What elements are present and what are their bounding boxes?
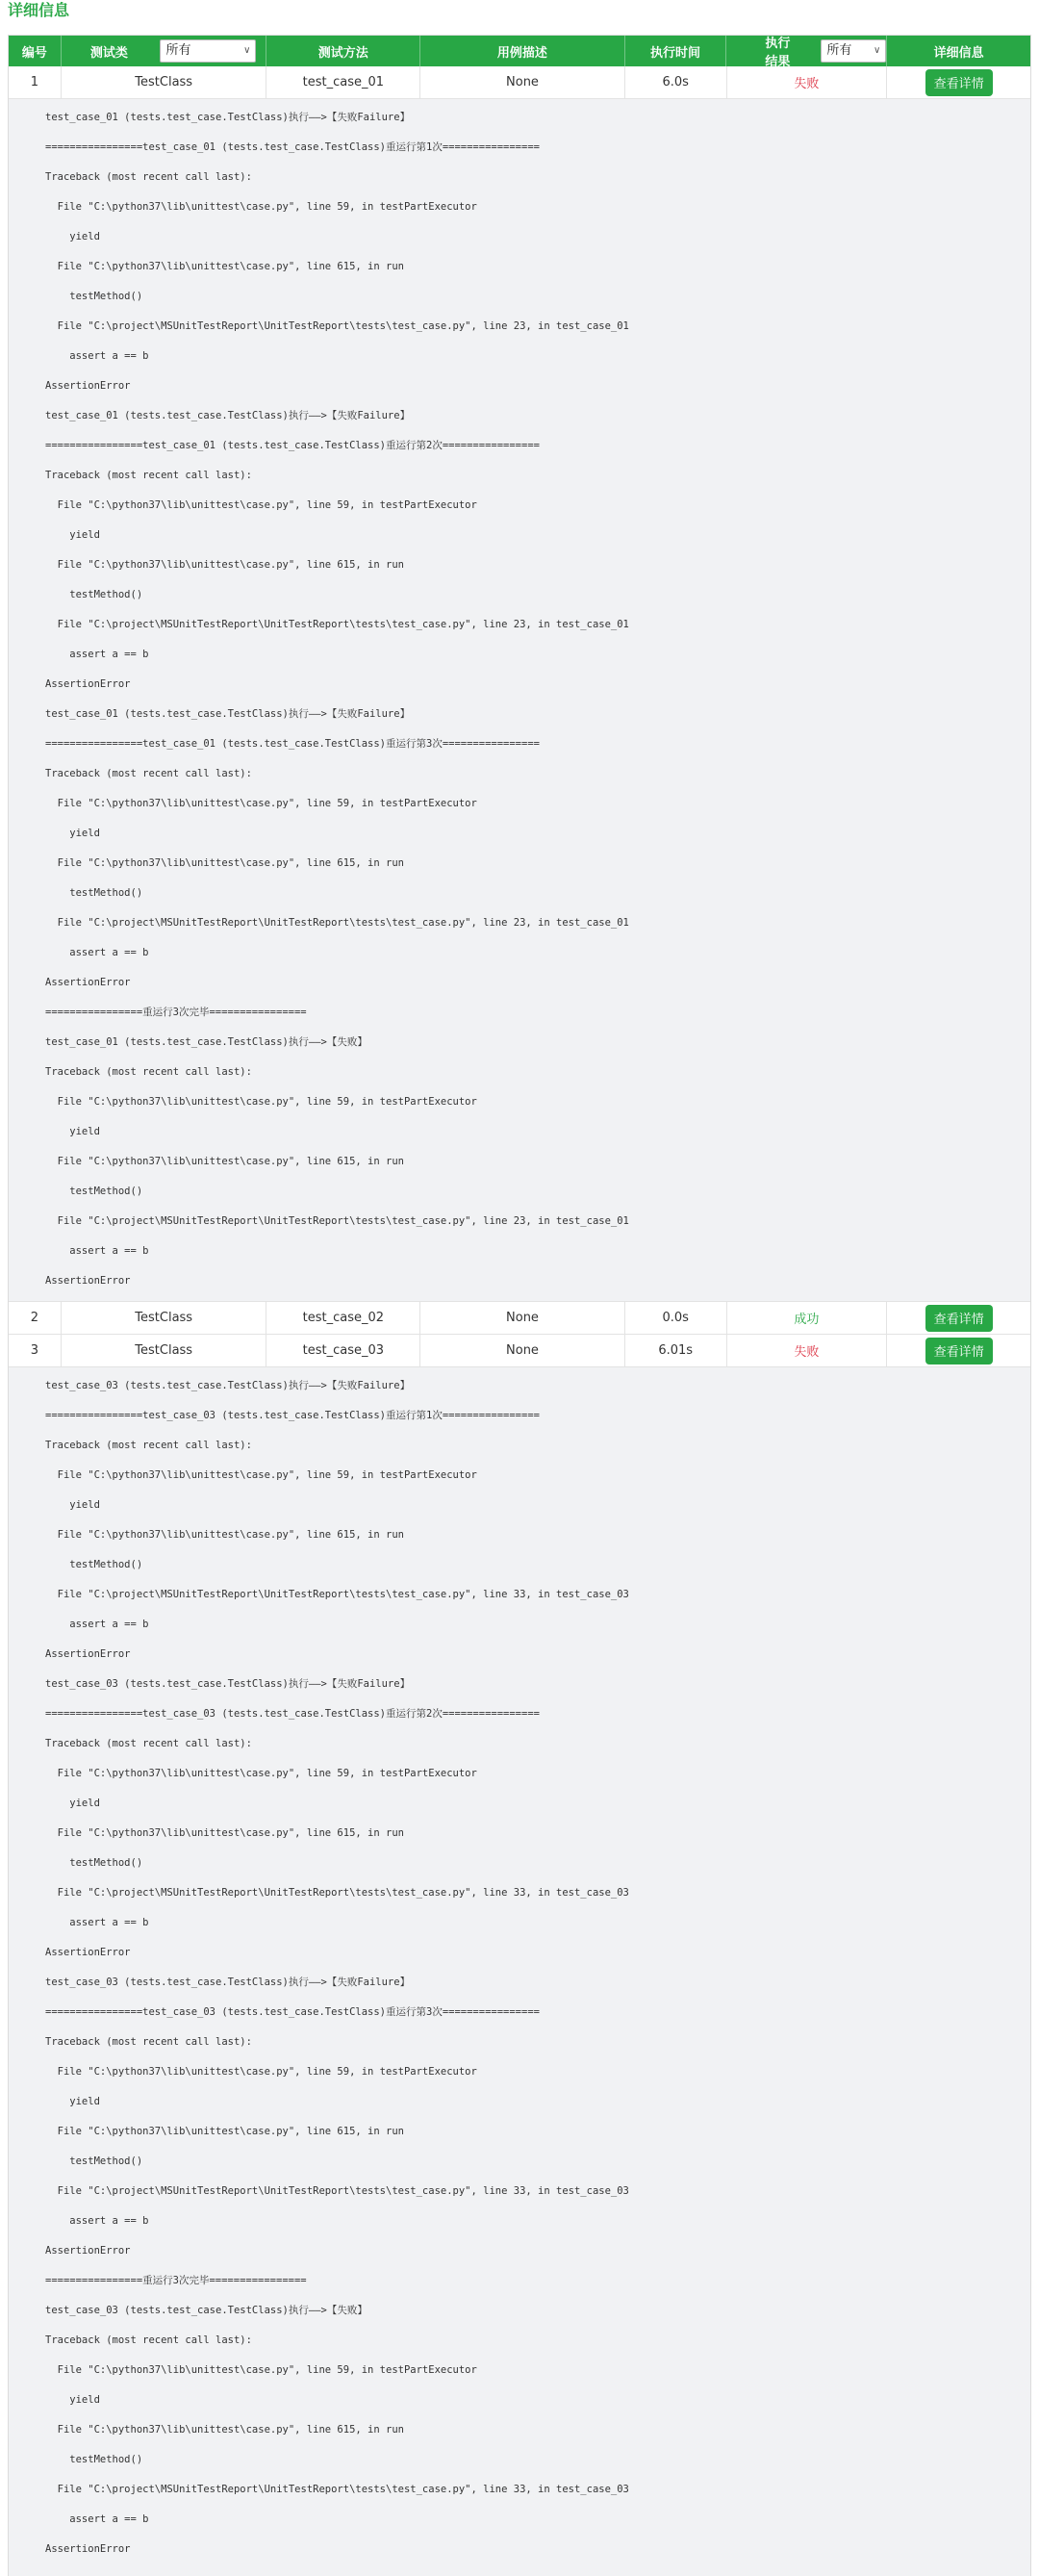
cell-time: 0.0s [625,1302,727,1334]
table-row [9,1335,1030,1367]
header-desc: 用例描述 [420,36,625,66]
cell-detail [887,66,1030,98]
header-detail: 详细信息 [933,45,984,61]
result-filter-value: 所有 [826,43,852,58]
view-details-button[interactable]: 查看详情 [925,69,993,96]
header-class-cell [62,36,267,66]
cell-id: 2 [9,1302,62,1334]
cell-detail [887,1302,1030,1334]
cell-class: TestClass [62,66,267,98]
traceback-log: test_case_03 (tests.test_case.TestClass)执行——>【失败Failure】 ================test_case_03 (tests.test_case.TestClass)重运行第1次================ Traceback (most recent call last): File "C:\python37\lib\unittest\case.py", line 59, in testPartExecutor yield File "C:\python37\lib\unittest\case.py", line 615, in run testMethod() File "C:\project\MSUnitTestReport\UnitTestReport\tests\test_case.py", line 33, in test_case_03 assert a == b AssertionError test_case_03 (tests.test_case.TestClass)执行——>【失败Failure】 ================test_case_03 (tests.test_case.TestClass)重运行第2次================ Traceback (most recent call last): File "C:\python37\lib\unittest\case.py", line 59, in testPartExecutor yield File "C:\python37\lib\unittest\case.py", line 615, in run testMethod() File "C:\project\MSUnitTestReport\UnitTestReport\tests\test_case.py", line 33, in test_case_03 assert a == b AssertionError test_case_03 (tests.test_case.TestClass)执行——>【失败Failure】 ================test_case_03 (tests.test_case.TestClass)重运行第3次================ Traceback (most recent call last): File "C:\python37\lib\unittest\case.py", line 59, in testPartExecutor yield File "C:\python37\lib\unittest\case.py", line 615, in run testMethod() File "C:\project\MSUnitTestReport\UnitTestReport\tests\test_case.py", line 33, in test_case_03 assert a == b AssertionError ================重运行3次完毕================ test_case_03 (tests.test_case.TestClass)执行——>【失败】 Traceback (most recent call last): File "C:\python37\lib\unittest\case.py", line 59, in testPartExecutor yield File "C:\python37\lib\unittest\case.py", line 615, in run testMethod() File "C:\project\MSUnitTestReport\UnitTestReport\tests\test_case.py", line 33, in test_case_03 assert a == b AssertionError [45,1380,629,2555]
cell-time: 6.01s [625,1335,727,1366]
cell-class: TestClass [62,1335,267,1366]
class-filter-value: 所有 [165,43,191,58]
detail-panel-case01 [9,99,1030,1302]
header-class: 测试类 [89,45,128,61]
cell-detail [887,1335,1030,1366]
table-row [9,1302,1030,1335]
view-details-button[interactable]: 查看详情 [925,1305,993,1332]
cell-method: test_case_01 [266,66,420,98]
cell-class: TestClass [62,1302,267,1334]
chevron-down-icon: ∨ [874,45,881,56]
cell-result: 失败 [727,66,888,98]
cell-method: test_case_02 [266,1302,420,1334]
header-method: 测试方法 [266,36,420,66]
header-id: 编号 [9,36,62,66]
result-filter-select[interactable] [821,39,886,63]
cell-desc: None [420,1335,625,1366]
detail-panel-case03 [9,1367,1030,2576]
table-header [9,36,1030,69]
header-time: 执行时间 [625,36,727,66]
traceback-log: test_case_01 (tests.test_case.TestClass)执行——>【失败Failure】 ================test_case_01 (tests.test_case.TestClass)重运行第1次================ Traceback (most recent call last): File "C:\python37\lib\unittest\case.py", line 59, in testPartExecutor yield File "C:\python37\lib\unittest\case.py", line 615, in run testMethod() File "C:\project\MSUnitTestReport\UnitTestReport\tests\test_case.py", line 23, in test_case_01 assert a == b AssertionError test_case_01 (tests.test_case.TestClass)执行——>【失败Failure】 ================test_case_01 (tests.test_case.TestClass)重运行第2次================ Traceback (most recent call last): File "C:\python37\lib\unittest\case.py", line 59, in testPartExecutor yield File "C:\python37\lib\unittest\case.py", line 615, in run testMethod() File "C:\project\MSUnitTestReport\UnitTestReport\tests\test_case.py", line 23, in test_case_01 assert a == b AssertionError test_case_01 (tests.test_case.TestClass)执行——>【失败Failure】 ================test_case_01 (tests.test_case.TestClass)重运行第3次================ Traceback (most recent call last): File "C:\python37\lib\unittest\case.py", line 59, in testPartExecutor yield File "C:\python37\lib\unittest\case.py", line 615, in run testMethod() File "C:\project\MSUnitTestReport\UnitTestReport\tests\test_case.py", line 23, in test_case_01 assert a == b AssertionError ================重运行3次完毕================ test_case_01 (tests.test_case.TestClass)执行——>【失败】 Traceback (most recent call last): File "C:\python37\lib\unittest\case.py", line 59, in testPartExecutor yield File "C:\python37\lib\unittest\case.py", line 615, in run testMethod() File "C:\project\MSUnitTestReport\UnitTestReport\tests\test_case.py", line 23, in test_case_01 assert a == b AssertionError [45,112,629,1287]
table-row [9,66,1030,99]
cell-result: 成功 [727,1302,888,1334]
page-title: 详细信息 [8,1,70,19]
cell-time: 6.0s [625,66,727,98]
cell-desc: None [420,66,625,98]
header-result-cell [726,36,887,69]
chevron-down-icon: ∨ [243,45,251,56]
header-result: 执行结果 [765,37,791,69]
cell-method: test_case_03 [266,1335,420,1366]
cell-desc: None [420,1302,625,1334]
results-table [8,35,1031,2576]
cell-result: 失败 [727,1335,888,1366]
cell-id: 3 [9,1335,62,1366]
view-details-button[interactable]: 查看详情 [925,1338,993,1365]
cell-id: 1 [9,66,62,98]
class-filter-select[interactable] [160,39,256,63]
